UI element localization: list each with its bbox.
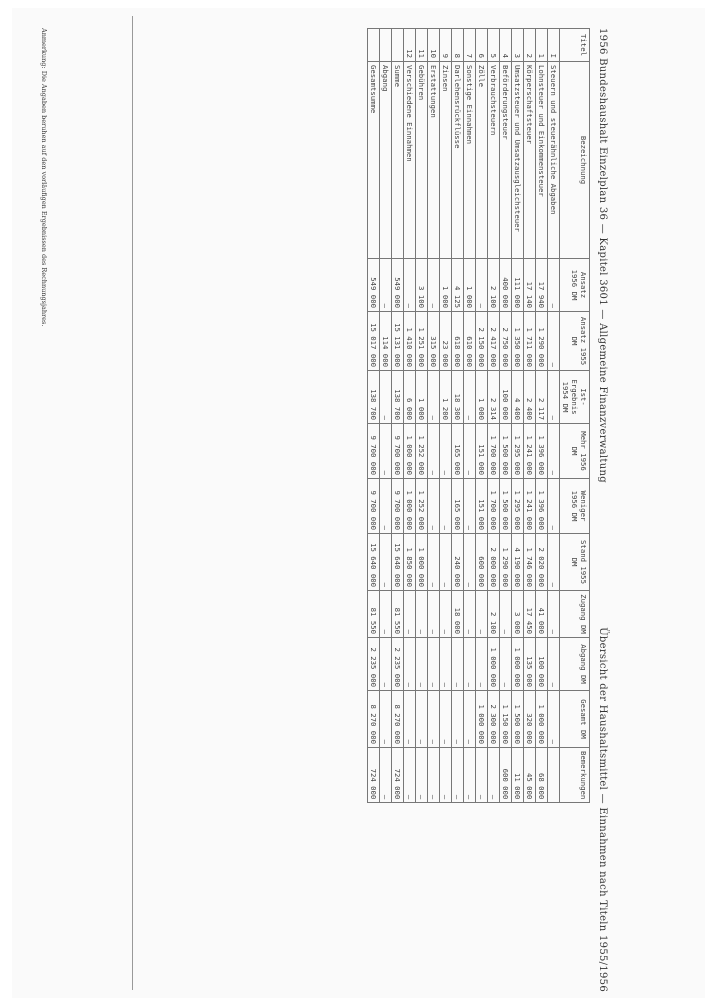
- table-cell: 18 300: [452, 371, 464, 424]
- table-cell: —: [380, 424, 392, 479]
- table-cell: 1 000 000: [536, 691, 548, 748]
- table-cell: Körperschaftsteuer: [524, 62, 536, 259]
- table-cell: 3: [512, 29, 524, 62]
- table-cell: 240 000: [452, 534, 464, 591]
- table-cell: Verbrauchsteuern: [488, 62, 500, 259]
- table-cell: —: [416, 691, 428, 748]
- table-cell: —: [548, 479, 560, 534]
- table-cell: —: [440, 691, 452, 748]
- table-cell: 1 000 000: [476, 691, 488, 748]
- table-cell: 2: [524, 29, 536, 62]
- table-cell: 9: [440, 29, 452, 62]
- table-cell: —: [548, 591, 560, 638]
- table-row: [524, 29, 536, 803]
- table-cell: 81 550: [368, 591, 380, 638]
- table-cell: —: [464, 748, 476, 803]
- table-cell: 100 000: [536, 638, 548, 691]
- table-cell: —: [380, 371, 392, 424]
- col-header: Mehr 1956 DM: [560, 424, 590, 479]
- table-cell: 15 017 000: [368, 312, 380, 371]
- table-cell: 10: [428, 29, 440, 62]
- col-header: Gesamt DM: [560, 691, 590, 748]
- table-cell: 8 270 000: [368, 691, 380, 748]
- rotated-table-page: [34, 20, 612, 1000]
- table-cell: Verschiedene Einnahmen: [404, 62, 416, 259]
- table-cell: —: [452, 748, 464, 803]
- table-cell: —: [404, 638, 416, 691]
- table-cell: —: [404, 691, 416, 748]
- table-header-row: [560, 29, 590, 803]
- table-cell: 724 000: [368, 748, 380, 803]
- table-cell: 135 000: [524, 638, 536, 691]
- table-row: [428, 29, 440, 803]
- table-cell: 6 000: [404, 371, 416, 424]
- table-row: [392, 29, 404, 803]
- table-cell: Lohnsteuer und Einkommensteuer: [536, 62, 548, 259]
- table-cell: —: [428, 534, 440, 591]
- table-cell: —: [452, 691, 464, 748]
- table-row: [416, 29, 428, 803]
- table-cell: 1 251 000: [416, 312, 428, 371]
- table-cell: 17 450: [524, 591, 536, 638]
- table-row: [440, 29, 452, 803]
- footnote: Anmerkung: Die Angaben beruhen auf den vorläufigen Ergebnissen des Rechnungsjahres.: [40, 28, 48, 327]
- table-row: [536, 29, 548, 803]
- table-cell: —: [464, 371, 476, 424]
- table-cell: 23 000: [440, 312, 452, 371]
- table-cell: 1 396 000: [536, 424, 548, 479]
- table-row: [464, 29, 476, 803]
- table-cell: 15 640 000: [368, 534, 380, 591]
- table-cell: —: [380, 638, 392, 691]
- table-cell: 2 417 000: [488, 312, 500, 371]
- table-cell: —: [488, 748, 500, 803]
- table-cell: 41 000: [536, 591, 548, 638]
- table-cell: —: [548, 424, 560, 479]
- table-cell: —: [440, 479, 452, 534]
- table-cell: —: [428, 424, 440, 479]
- table-cell: 12: [404, 29, 416, 62]
- table-cell: 1 000: [476, 371, 488, 424]
- table-cell: —: [404, 259, 416, 312]
- table-cell: 1 000: [416, 371, 428, 424]
- table-cell: Gesamtsumme: [368, 62, 380, 259]
- table-cell: —: [428, 371, 440, 424]
- table-cell: —: [440, 424, 452, 479]
- table-cell: 15 640 000: [392, 534, 404, 591]
- table-cell: —: [416, 591, 428, 638]
- table-cell: 17 940: [536, 259, 548, 312]
- table-cell: 2 314: [488, 371, 500, 424]
- table-cell: 1 000 000: [512, 638, 524, 691]
- table-cell: 1 241 000: [524, 424, 536, 479]
- table-cell: —: [440, 638, 452, 691]
- budget-table: [367, 28, 590, 803]
- table-cell: 165 000: [452, 479, 464, 534]
- table-cell: —: [380, 691, 392, 748]
- table-cell: —: [548, 534, 560, 591]
- table-cell: 17 140: [524, 259, 536, 312]
- table-cell: —: [464, 591, 476, 638]
- table-cell: 1 000 000: [416, 534, 428, 591]
- table-cell: 315 000: [428, 312, 440, 371]
- table-cell: 1 000: [464, 259, 476, 312]
- table-cell: 114 000: [380, 312, 392, 371]
- table-cell: 1 150 000: [500, 691, 512, 748]
- table-cell: Beförderungsteuer: [500, 62, 512, 259]
- table-cell: —: [428, 748, 440, 803]
- table-cell: —: [380, 591, 392, 638]
- table-cell: —: [464, 534, 476, 591]
- table-cell: 2 400: [524, 371, 536, 424]
- table-cell: 4 400: [512, 371, 524, 424]
- table-cell: 3 100: [416, 259, 428, 312]
- col-header: Ansatz 1955 DM: [560, 312, 590, 371]
- table-cell: 45 000: [524, 748, 536, 803]
- table-cell: 1 000: [440, 259, 452, 312]
- table-cell: —: [428, 691, 440, 748]
- col-header: Bemerkungen: [560, 748, 590, 803]
- table-cell: 1 700 000: [488, 424, 500, 479]
- table-cell: —: [428, 638, 440, 691]
- table-cell: —: [404, 591, 416, 638]
- table-cell: —: [440, 534, 452, 591]
- table-cell: 18 000: [452, 591, 464, 638]
- table-cell: 7: [464, 29, 476, 62]
- table-cell: —: [416, 748, 428, 803]
- table-row: [380, 29, 392, 803]
- table-cell: I: [548, 29, 560, 62]
- table-cell: 8 270 000: [392, 691, 404, 748]
- table-cell: Zölle: [476, 62, 488, 259]
- table-cell: 4: [500, 29, 512, 62]
- table-cell: 151 000: [476, 479, 488, 534]
- table-cell: —: [380, 479, 392, 534]
- table-cell: 68 000: [536, 748, 548, 803]
- table-cell: Steuern und steuerähnliche Abgaben: [548, 62, 560, 259]
- table-cell: 2 100: [488, 591, 500, 638]
- table-cell: 1 000 000: [404, 479, 416, 534]
- table-cell: 2 235 000: [392, 638, 404, 691]
- table-cell: 11 000: [512, 748, 524, 803]
- table-cell: Zinsen: [440, 62, 452, 259]
- table-cell: 1 252 000: [416, 424, 428, 479]
- table-cell: —: [548, 691, 560, 748]
- table-cell: —: [464, 691, 476, 748]
- table-cell: —: [416, 638, 428, 691]
- table-cell: —: [476, 591, 488, 638]
- table-cell: 1 711 000: [524, 312, 536, 371]
- table-cell: Umsatzsteuer und Umsatzausgleichsteuer: [512, 62, 524, 259]
- table-cell: Gebühren: [416, 62, 428, 259]
- table-cell: 1 500 000: [500, 424, 512, 479]
- table-cell: —: [500, 638, 512, 691]
- table-cell: 549 000: [392, 259, 404, 312]
- table-row: [512, 29, 524, 803]
- table-cell: —: [428, 259, 440, 312]
- table-cell: —: [380, 259, 392, 312]
- table-cell: 600 000: [500, 748, 512, 803]
- table-cell: —: [500, 591, 512, 638]
- table-cell: —: [476, 748, 488, 803]
- table-cell: —: [548, 638, 560, 691]
- table-cell: 1 295 000: [512, 479, 524, 534]
- table-row: [488, 29, 500, 803]
- table-cell: —: [380, 748, 392, 803]
- table-cell: 618 000: [452, 312, 464, 371]
- table-cell: 151 000: [476, 424, 488, 479]
- col-header: Ansatz 1956 DM: [560, 259, 590, 312]
- table-cell: 1 700 000: [488, 479, 500, 534]
- col-header: Weniger 1956 DM: [560, 479, 590, 534]
- col-header: Zugang DM: [560, 591, 590, 638]
- table-cell: 1 241 000: [524, 479, 536, 534]
- table-cell: 1 290 000: [536, 312, 548, 371]
- table-cell: 610 000: [464, 312, 476, 371]
- col-header: Stand 1955 DM: [560, 534, 590, 591]
- table-cell: 600 000: [476, 534, 488, 591]
- table-row: [404, 29, 416, 803]
- table-cell: 1 290 000: [500, 534, 512, 591]
- table-cell: —: [428, 591, 440, 638]
- table-cell: 2 750 000: [500, 312, 512, 371]
- table-cell: 2 100: [488, 259, 500, 312]
- table-cell: —: [428, 479, 440, 534]
- table-cell: 9 700 000: [392, 424, 404, 479]
- table-cell: 5: [488, 29, 500, 62]
- table-cell: 2 150 000: [476, 312, 488, 371]
- table-cell: —: [464, 638, 476, 691]
- table-cell: 8: [452, 29, 464, 62]
- table-cell: 2 117: [536, 371, 548, 424]
- table-cell: 1 410 000: [404, 312, 416, 371]
- table-cell: 4 125: [452, 259, 464, 312]
- table-cell: 2 020 000: [536, 534, 548, 591]
- table-cell: [392, 29, 404, 62]
- table-cell: 165 000: [452, 424, 464, 479]
- table-cell: —: [464, 424, 476, 479]
- table-cell: 100 000: [500, 371, 512, 424]
- table-cell: 2 300 000: [488, 691, 500, 748]
- table-cell: 1 000 000: [404, 424, 416, 479]
- table-cell: 549 000: [368, 259, 380, 312]
- table-cell: —: [548, 259, 560, 312]
- table-cell: [380, 29, 392, 62]
- table-cell: 724 000: [392, 748, 404, 803]
- table-cell: —: [476, 259, 488, 312]
- table-cell: —: [440, 748, 452, 803]
- table-cell: 1 295 000: [512, 424, 524, 479]
- table-cell: —: [452, 638, 464, 691]
- table-row: [548, 29, 560, 803]
- table-cell: —: [464, 479, 476, 534]
- col-header: Bezeichnung: [560, 62, 590, 259]
- page-header: [597, 28, 608, 992]
- table-cell: —: [440, 591, 452, 638]
- table-cell: Summe: [392, 62, 404, 259]
- table-cell: Erstattungen: [428, 62, 440, 259]
- table-row: [476, 29, 488, 803]
- table-cell: 4 190 000: [512, 534, 524, 591]
- table-cell: Abgang: [380, 62, 392, 259]
- table-cell: 1 252 000: [416, 479, 428, 534]
- table-cell: 3 000: [512, 591, 524, 638]
- table-cell: —: [404, 748, 416, 803]
- table-cell: 2 000 000: [488, 534, 500, 591]
- table-cell: Darlehensrückflüsse: [452, 62, 464, 259]
- col-header: Abgang DM: [560, 638, 590, 691]
- table-cell: 1 500 000: [512, 691, 524, 748]
- table-cell: 11: [416, 29, 428, 62]
- scanned-page: [12, 8, 705, 998]
- table-cell: —: [476, 638, 488, 691]
- table-cell: 9 700 000: [368, 479, 380, 534]
- table-cell: 6: [476, 29, 488, 62]
- table-cell: [548, 748, 560, 803]
- table-cell: —: [548, 371, 560, 424]
- table-row: [368, 29, 380, 803]
- table-cell: 1 500 000: [500, 479, 512, 534]
- table-cell: 1 396 000: [536, 479, 548, 534]
- table-cell: —: [548, 312, 560, 371]
- table-cell: 400 000: [500, 259, 512, 312]
- col-header: Titel: [560, 29, 590, 62]
- header-right: Übersicht der Haushaltsmittel — Einnahmen nach Titeln 1955/1956: [597, 627, 608, 992]
- table-cell: 1 350 000: [512, 312, 524, 371]
- header-left: 1956 Bundeshaushalt Einzelplan 36 — Kapitel 3601 — Allgemeine Finanzverwaltung: [597, 28, 608, 483]
- table-cell: 138 700: [368, 371, 380, 424]
- table-cell: 1 200: [440, 371, 452, 424]
- table-cell: 320 000: [524, 691, 536, 748]
- col-header: Ist-Ergebnis 1954 DM: [560, 371, 590, 424]
- table-cell: 1 746 000: [524, 534, 536, 591]
- table-cell: 111 000: [512, 259, 524, 312]
- table-cell: 81 550: [392, 591, 404, 638]
- table-cell: 9 700 000: [392, 479, 404, 534]
- table-row: [452, 29, 464, 803]
- table-cell: Sonstige Einnahmen: [464, 62, 476, 259]
- table-cell: 2 235 000: [368, 638, 380, 691]
- table-cell: 15 131 000: [392, 312, 404, 371]
- table-cell: —: [380, 534, 392, 591]
- table-cell: 138 700: [392, 371, 404, 424]
- table-cell: [368, 29, 380, 62]
- table-cell: 9 700 000: [368, 424, 380, 479]
- table-cell: 1 850 000: [404, 534, 416, 591]
- table-cell: 1 000 000: [488, 638, 500, 691]
- table-row: [500, 29, 512, 803]
- table-cell: 1: [536, 29, 548, 62]
